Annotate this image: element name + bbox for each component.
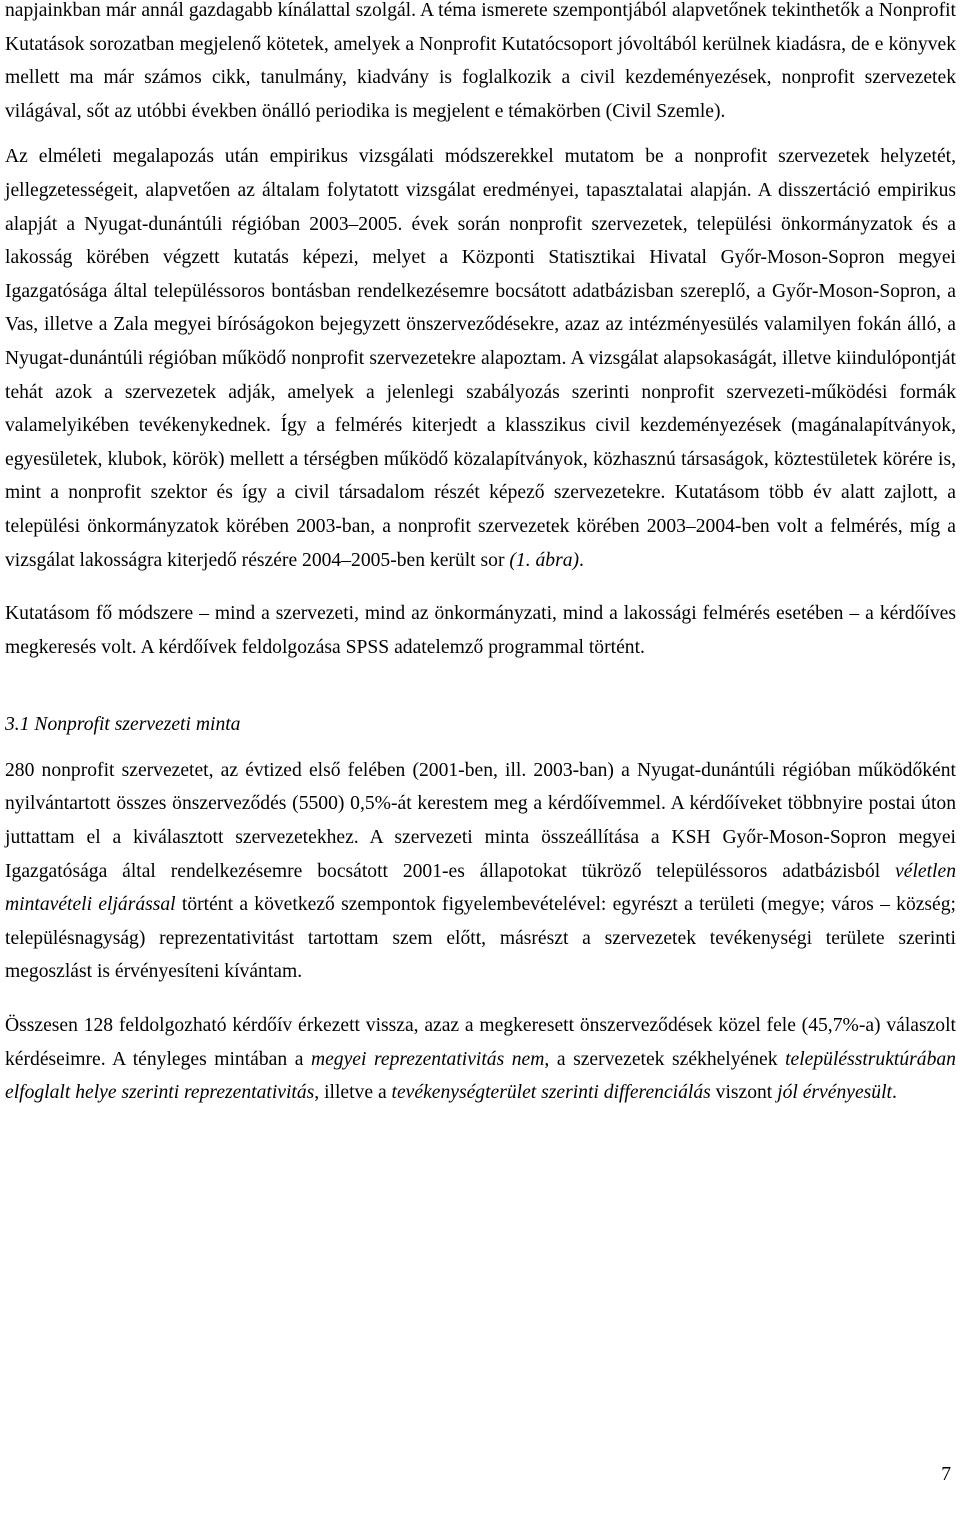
text-run: Az elméleti megalapozás után empirikus vizsgálati módszerekkel mutatom be a nonprofit szervezetek helyzetét, jellegzetességeit, alapvetően az általam folytatott vizsgálat eredményei, tapasztalatai alapján. A disszertáció empirikus alapját a Nyugat-dunántúli régióban 2003–2005. évek során nonprofit szervezetek, települési önkormányzatok és a lakosság körében végzett kutatás képezi, melyet a Központi Statisztikai Hivatal Győr-Moson-Sopron megyei Igazgatósága által településsoros bontásban rendelkezésemre bocsátott adatbázisban szereplő, a Győr-Moson-Sopron, a Vas, illetve a Zala megyei bíróságokon bejegyzett önszerveződésekre, azaz az intézményesülés valamilyen fokán álló, a Nyugat-dunántúli régióban működő nonprofit szervezetekre alapoztam. A vizsgálat alapsokaságát, illetve kiindulópontját tehát azok a szervezetek adják, amelyek a jelenlegi szabályozás szerinti nonprofit szervezeti-működési formák valamelyikében tevékenykednek. Így a felmérés kiterjedt a klasszikus civil kezdeményezések (magánalapítványok, egyesületek, klubok, körök) mellett a térségben működő közalapítványok, közhasznú társaságok, köztestületek körére is, mint a nonprofit szektor és így a civil társadalom részét képező szervezetekre. Kutatásom több év alatt zajlott, a települési önkormányzatok körében 2003-ban, a nonprofit szervezetek körében 2003–2004-ben volt a felmérés, míg a vizsgálat lakosságra kiterjedő részére 2004–2005-ben került sor (5, 146, 956, 571)
italic-text-run: (1. ábra) (509, 549, 580, 571)
text-run: , illetve a (314, 1082, 392, 1104)
paragraph-2 (5, 140, 956, 577)
section-heading: 3.1 Nonprofit szervezeti minta (5, 714, 241, 736)
text-run: 280 nonprofit szervezetet, az évtized első felében (2001-ben, ill. 2003-ban) a Nyugat-dunántúli régióban működőként nyilvántartott összes önszerveződés (5500) 0,5%-át kerestem meg a kérdőívemmel. A kérdőíveket többnyire postai úton juttattam el a kiválasztott szervezetekhez. A szervezeti minta összeállítása a KSH Győr-Moson-Sopron megyei Igazgatósága által rendelkezésemre bocsátott 2001-es állapotokat tükröző településsoros adatbázisból (5, 759, 956, 882)
italic-text-run: megyei reprezentativitás nem (310, 1048, 545, 1070)
italic-text-run: véletlen mintavételi eljárással (5, 860, 956, 916)
text-run: történt a következő szempontok figyelembevételével: egyrészt a területi (megye; város – község; településnagyság) reprezentativitást tartottam szem előtt, másrészt a szervezetek tevékenységi területe szerinti megoszlást is érvényesíteni kívántam. (5, 894, 956, 983)
paragraph-1 (5, 0, 956, 128)
paragraph-5 (5, 1009, 956, 1110)
text-run: napjainkban már annál gazdagabb kínálattal szolgál. A téma ismerete szempontjából alapvetőnek tekinthetők a Nonprofit Kutatások sorozatban megjelenő kötetek, amelyek a Nonprofit Kutatócsoport jóvoltából kerülnek kiadásra, de e könyvek mellett ma már számos cikk, tanulmány, kiadvány is foglalkozik a civil kezdeményezések, nonprofit szervezetek világával, sőt az utóbbi években önálló periodika is megjelent e témakörben (Civil Szemle). (5, 0, 956, 122)
text-run: viszont (710, 1082, 778, 1104)
italic-text-run: jól érvényesült (777, 1082, 892, 1104)
paragraph-4 (5, 754, 956, 989)
text-run: Kutatásom fő módszere – mind a szervezeti, mind az önkormányzati, mind a lakossági felmérés esetében – a kérdőíves megkeresés volt. A kérdőívek feldolgozása SPSS adatelemző programmal történt. (5, 603, 956, 658)
text-run: . (579, 549, 584, 571)
text-run: Összesen 128 feldolgozható kérdőív érkezett vissza, azaz a megkeresett önszerveződések közel fele (45,7%-a) válaszolt kérdéseimre. A tényleges mintában a (5, 1015, 956, 1070)
text-run: , a szervezetek székhelyének (544, 1048, 786, 1070)
paragraph-3 (5, 597, 956, 664)
italic-text-run: településstruktúrában elfoglalt helye szerinti reprezentativitás (5, 1048, 956, 1104)
page-number: 7 (941, 1464, 951, 1485)
italic-text-run: tevékenységterület szerinti differenciálás (391, 1082, 711, 1104)
text-run: . (891, 1082, 897, 1104)
